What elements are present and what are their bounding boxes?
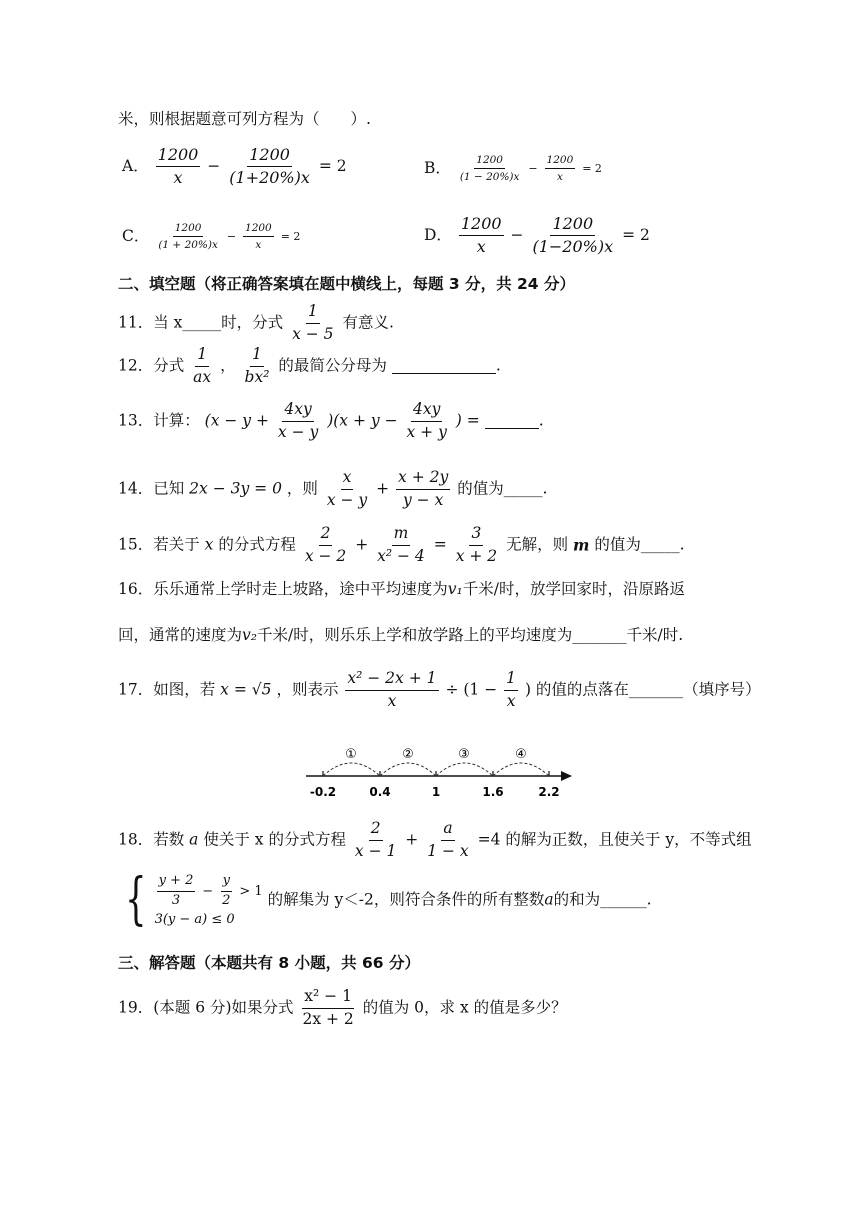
section-3-heading: 三、解答题（本题共有 8 小题，共 66 分） <box>118 954 420 972</box>
fraction: $\frac{x + 2y}{y - x}$ <box>398 468 449 509</box>
fraction: $\frac{3}{x + 2}$ <box>455 524 498 565</box>
fraction: $\frac{1200}{x}$ <box>245 222 272 252</box>
arc-segment-2 <box>380 763 436 776</box>
fraction: $\frac{\text{x² − 1}}{2x + 2}$ <box>302 987 354 1028</box>
tick-label: 0.4 <box>369 785 391 799</box>
fraction: $\frac{1200}{(1 - 20\%)x}$ <box>459 154 520 184</box>
inequality-system <box>155 874 263 926</box>
segment-label-3: ③ <box>458 747 470 762</box>
question-12: 12．分式 $\frac{1}{ax}$ ， $\frac{1}{\text{bx²}}$ 的最简公分母为 . <box>118 345 501 386</box>
segment-label-4: ④ <box>515 747 527 762</box>
answer-blank <box>485 427 539 429</box>
fraction: $\frac{1200}{x}$ <box>460 214 502 257</box>
inequality-1: $\frac{y + 2}{3}$ − $\frac{y}{2}$ > 1 <box>158 873 263 908</box>
fraction: $\frac{1}{x - 5}$ <box>292 302 334 343</box>
fraction: $\frac{4xy}{x - y}$ <box>277 400 319 441</box>
segment-label-2: ② <box>402 747 414 762</box>
tick-label: -0.2 <box>309 785 337 799</box>
question-11: 11．当 x_____时，分式 $\frac{1}{x - 5}$ 有意义. <box>118 302 394 343</box>
system-brace: { <box>125 867 147 932</box>
number-line-figure <box>300 740 580 802</box>
answer-blank <box>392 372 496 374</box>
option-b: B． $\frac{1200}{(1 - 20\%)x}$ − $\frac{1200}{x}$ = 2 <box>424 154 602 184</box>
option-c: C． $\frac{1200}{(1 + 20\%)x}$ − $\frac{1200}{x}$ = 2 <box>122 222 301 252</box>
inequality-2: 3(y − a) ≤ 0 <box>154 911 235 927</box>
question-17: 17．如图，若 x = √5 ，则表示 $\frac{\text{x² − 2x + 1}}{x}$ ÷ (1 − $\frac{1}{x}$ ) 的值的点落在_______（填序号） <box>118 669 761 710</box>
option-d: D． $\frac{1200}{x}$ − $\frac{1200}{(1-20\%)x}$ = 2 <box>424 214 650 257</box>
question-16-line-1: 16．乐乐通常上学时走上坡路，途中平均速度为v₁千米/时，放学回家时，沿原路返 <box>118 580 685 598</box>
question-14: 14．已知 2x − 3y = 0 ，则 $\frac{x}{x - y}$ + $\frac{x + 2y}{y - x}$ 的值为_____. <box>118 468 548 509</box>
question-18-line-1: 18．若数 a 使关于 x 的分式方程 $\frac{2}{x - 1}$ + $\frac{a}{1 - x}$ =4 的解为正数，且使关于 y，不等式组 <box>118 819 752 860</box>
fraction: $\frac{1}{\text{bx²}}$ <box>244 345 270 386</box>
question-15: 15．若关于 x 的分式方程 $\frac{2}{x - 2}$ + $\frac{m}{\text{x² − 4}}$ = $\frac{3}{x + 2}$ 无解，则 m 的值为_____. <box>118 524 685 565</box>
fraction: $\frac{1}{ax}$ <box>193 345 212 386</box>
arc-segment-4 <box>493 763 549 776</box>
arc-segment-1 <box>323 763 380 776</box>
option-a: A． $\frac{1200}{x}$ − $\frac{1200}{(1+20\%)x}$ = 2 <box>122 145 347 188</box>
q10-intro: 米，则根据题意可列方程为（ ）. <box>118 110 371 128</box>
fraction: $\frac{4xy}{x + y}$ <box>406 400 447 441</box>
fraction: $\frac{2}{x - 1}$ <box>354 819 397 860</box>
tick-label: 2.2 <box>538 785 560 799</box>
segment-label-1: ① <box>345 747 357 762</box>
question-16-line-2: 回，通常的速度为v₂千米/时，则乐乐上学和放学路上的平均速度为_______千米/时. <box>118 626 684 644</box>
fraction: $\frac{1}{x}$ <box>506 669 516 710</box>
question-19: 19．(本题 6 分)如果分式 $\frac{\text{x² − 1}}{2x + 2}$ 的值为 0，求 x 的值是多少？ <box>118 987 567 1028</box>
fraction: $\frac{1200}{x}$ <box>157 145 199 188</box>
fraction: $\frac{a}{1 - x}$ <box>427 819 469 860</box>
fraction: $\frac{1200}{x}$ <box>546 154 574 184</box>
fraction: $\frac{1200}{(1-20\%)x}$ <box>532 214 614 257</box>
question-18-line-2: { $\frac{y + 2}{3}$ − $\frac{y}{2}$ > 1 3(y − a) ≤ 0 的解集为 y＜-2，则符合条件的所有整数a的和为______. <box>125 867 652 932</box>
question-13: 13．计算： (x − y + $\frac{4xy}{x - y}$ )(x + y − $\frac{4xy}{x + y}$ ) = . <box>118 400 544 441</box>
fraction: $\frac{m}{\text{x² − 4}}$ <box>377 524 425 565</box>
arc-segment-3 <box>436 763 493 776</box>
fraction: $\frac{1200}{(1 + 20\%)x}$ <box>158 222 218 252</box>
tick-label: 1 <box>431 785 441 799</box>
tick-label: 1.6 <box>482 785 504 799</box>
fraction: $\frac{x}{x - y}$ <box>326 468 368 509</box>
axis-arrow <box>561 771 572 781</box>
section-2-heading: 二、填空题（将正确答案填在题中横线上，每题 3 分，共 24 分） <box>118 275 575 293</box>
fraction: $\frac{\text{x² − 2x + 1}}{x}$ <box>347 669 437 710</box>
fraction: $\frac{2}{x - 2}$ <box>304 524 347 565</box>
fraction: $\frac{1200}{(1+20\%)x}$ <box>229 145 310 188</box>
